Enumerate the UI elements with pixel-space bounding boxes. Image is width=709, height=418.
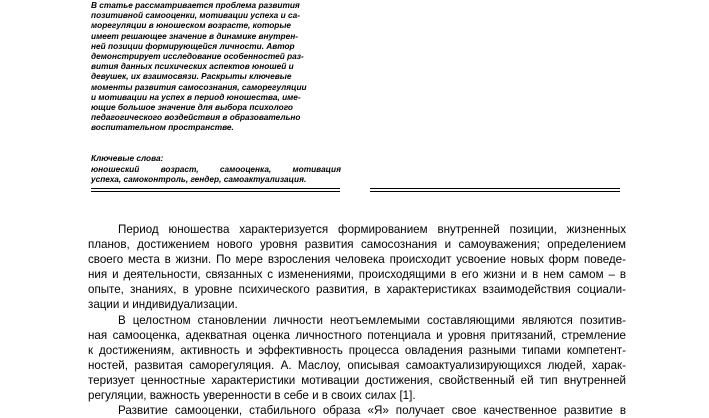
body-text	[88, 222, 626, 418]
paragraph-line: к достижениям, активность и эффективность процесса овладения разными типами компетент-	[88, 343, 626, 357]
divider-right-top	[370, 188, 620, 189]
divider-left-bottom	[91, 191, 340, 192]
abstract	[91, 0, 341, 133]
paragraph-line: Период юношества характеризуется формированием внутренней позиции, жизненных	[118, 223, 626, 236]
divider-left-top	[91, 188, 340, 189]
paragraph-line: теризует ценностные характеристики мотивации достижения, свойственный ей тип внутренней	[88, 373, 626, 387]
paragraph-line: ная самооценка, адекватная оценка личностного потенциала и уровня притязаний, стремление	[88, 328, 626, 342]
abstract-line: ющие большое значение для выбора психолого	[91, 102, 293, 113]
paragraph-line: планов, достижением нового уровня развития самосознания и самоуважения; определением	[88, 238, 626, 252]
paragraph-line: зации и индивидуализации.	[88, 298, 238, 312]
paragraph-line: регуляции, важность уверенности в себе и в своих силах [1].	[88, 389, 416, 403]
keywords-line: успеха, самоконтроль, гендер, самоактуализация.	[91, 174, 307, 184]
keywords-line: юношеский возраст, самооценка, мотивация	[91, 163, 341, 174]
abstract-line: В статье рассматривается проблема развития	[91, 0, 300, 10]
paragraph-line: В целостном становлении личности неотъемлемыми составляющими являются позитив-	[118, 313, 626, 327]
abstract-line: и мотивации на успех в период юношества, име-	[91, 91, 301, 102]
paragraph-line: Развитие самооценки, стабильного образа «Я» получает свое качественное развитие в	[118, 404, 626, 418]
abstract-line: демонстрирует исследование особенностей раз-	[91, 51, 304, 62]
abstract-line: моменты развития самосознания, саморегуляции	[91, 81, 307, 92]
abstract-line: вития данных психических аспектов юношей и	[91, 61, 294, 72]
abstract-line: ней позиции формирующейся личности. Автор	[91, 40, 295, 51]
abstract-line: девушек, их взаимосвязи. Раскрыты ключевые	[91, 71, 292, 82]
paragraph-line: ния и деятельности, связанных с изменениями, происходящими в его жизни и в нем самом – в	[88, 268, 626, 282]
paragraph-line: ностей, развитая саморегуляция. А. Маслоу, описывая самоактуализирующихся людей, харак-	[88, 358, 626, 372]
abstract-line: педагогического воздействия в образовательно	[91, 112, 301, 123]
keywords-title: Ключевые слова:	[91, 153, 164, 163]
keywords	[91, 153, 341, 185]
abstract-line: воспитательном пространстве.	[91, 122, 234, 133]
paragraph-line: своего места в жизни. По мере взросления человека происходит усвоение новых форм поведе-	[88, 253, 626, 267]
paragraph-line: опыте, знаниях, в уровне психического развития, в характеристиках взаимодействия социали-	[88, 283, 626, 297]
abstract-line: позитивной самооценки, мотивации успеха и са-	[91, 10, 300, 21]
abstract-line: морегуляции в юношеском возрасте, которые	[91, 20, 292, 31]
abstract-line: имеет решающее значение в динамике внутрен-	[91, 30, 298, 41]
divider-right-bottom	[370, 191, 620, 192]
